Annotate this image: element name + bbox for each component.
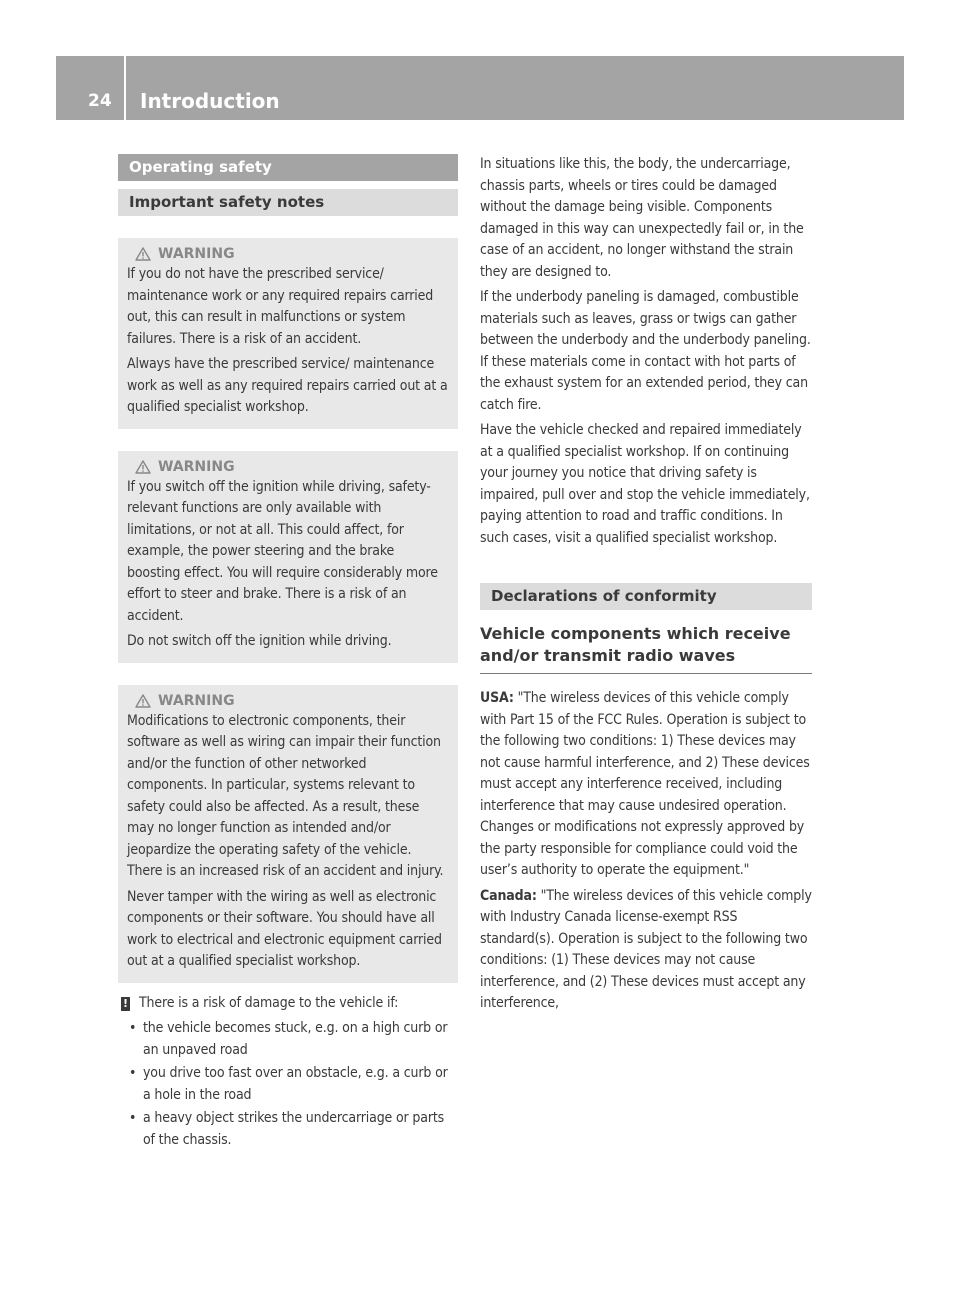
canada-declaration	[480, 886, 812, 1015]
warning-header	[127, 457, 449, 477]
warning-box	[118, 685, 458, 983]
warning-label: WARNING	[158, 246, 235, 262]
canada-text: "The wireless devices of this vehicle comply with Industry Canada license-exempt RSS standard(s). Operation is subject to the following two conditions: (1) These devices may not cause interference, and (2) These devices must accept any interference,	[480, 887, 812, 1011]
list-item: • you drive too fast over an obstacle, e.g. a curb or a hole in the road	[118, 1063, 458, 1106]
warning-header	[127, 691, 449, 711]
bullet-icon: •	[129, 1110, 137, 1126]
warning-text: Never tamper with the wiring as well as electronic components or their software. You should have all work to electrical and electronic equipment carried out at a qualified specialist workshop.	[127, 888, 442, 969]
page-section-title: Introduction	[140, 89, 280, 113]
usa-label: USA:	[480, 690, 514, 706]
usa-text: "The wireless devices of this vehicle comply with Part 15 of the FCC Rules. Operation is subject to the following two conditions: 1) These devices may not cause harmful interference, and 2) These devices must accept any interference received, including interference that may cause undesired operation. Changes or modifications not expressly approved by the party responsible for compliance could void the user’s authority to operate the equipment."	[480, 690, 810, 878]
warning-text: If you switch off the ignition while driving, safety-relevant functions are only available with limitations, or not at all. This could affect, for example, the power steering and the brake boosting effect. You will require considerably more effort to steer and brake. There is a risk of an accident.	[127, 478, 438, 624]
canada-label: Canada:	[480, 887, 537, 904]
bullet-icon: •	[129, 1065, 137, 1081]
usa-declaration	[480, 688, 812, 882]
body-paragraph: If the underbody paneling is damaged, combustible materials such as leaves, grass or twigs can gather between the underbody and the underbody paneling. If these materials come in contact with hot parts of the exhaust system for an extended period, they can catch fire.	[480, 289, 811, 413]
warning-triangle-icon	[135, 694, 151, 708]
warning-text: If you do not have the prescribed service/ maintenance work or any required repairs carried out, this can result in malfunctions or system failures. There is a risk of an accident.	[127, 266, 434, 347]
damage-bullet-list	[118, 1018, 458, 1151]
bullet-icon: •	[129, 1020, 137, 1036]
section-heading-operating-safety: Operating safety	[118, 154, 458, 181]
body-paragraph: Have the vehicle checked and repaired immediately at a qualified specialist workshop. If on continuing your journey you notice that driving safety is impaired, pull over and stop the vehicle immediately, paying attention to road and traffic conditions. In such cases, visit a qualified specialist workshop.	[480, 422, 810, 546]
exclamation-icon: !	[122, 996, 129, 1010]
warning-text: Do not switch off the ignition while driving.	[127, 633, 392, 649]
body-paragraph: In situations like this, the body, the undercarriage, chassis parts, wheels or tires could be damaged without the damage being visible. Components damaged in this way can unexpectedly fail or, in the case of an accident, no longer withstand the strain they are designed to.	[480, 156, 804, 280]
warning-label: WARNING	[158, 458, 235, 475]
warning-header	[127, 244, 449, 264]
left-column	[118, 154, 458, 1153]
warning-text: Modifications to electronic components, their software as well as wiring can impair their function and/or the function of other networked components. In particular, systems relevant to safety could also be affected. As a result, these may no longer function as intended and/or jeopardize the operating safety of the vehicle. There is an increased risk of an accident and injury.	[127, 712, 444, 879]
note-text: There is a risk of damage to the vehicle if:	[139, 994, 399, 1011]
warning-text: Always have the prescribed service/ maintenance work as well as any required repairs carried out at a qualified specialist workshop.	[127, 356, 448, 415]
warning-box	[118, 238, 458, 429]
list-item: • a heavy object strikes the undercarriage or parts of the chassis.	[118, 1108, 458, 1151]
warning-label: WARNING	[158, 692, 235, 709]
heading-radio-components: Vehicle components which receive and/or transmit radio waves	[480, 623, 812, 674]
warning-triangle-icon	[135, 247, 151, 261]
warning-triangle-icon	[135, 460, 151, 474]
damage-note	[118, 993, 458, 1015]
warning-box	[118, 451, 458, 663]
list-item: • the vehicle becomes stuck, e.g. on a high curb or an unpaved road	[118, 1018, 458, 1061]
right-column	[480, 154, 812, 1015]
subsection-heading-safety-notes: Important safety notes	[118, 189, 458, 216]
page-number: 24	[56, 56, 126, 120]
section-heading-declarations: Declarations of conformity	[480, 583, 812, 610]
